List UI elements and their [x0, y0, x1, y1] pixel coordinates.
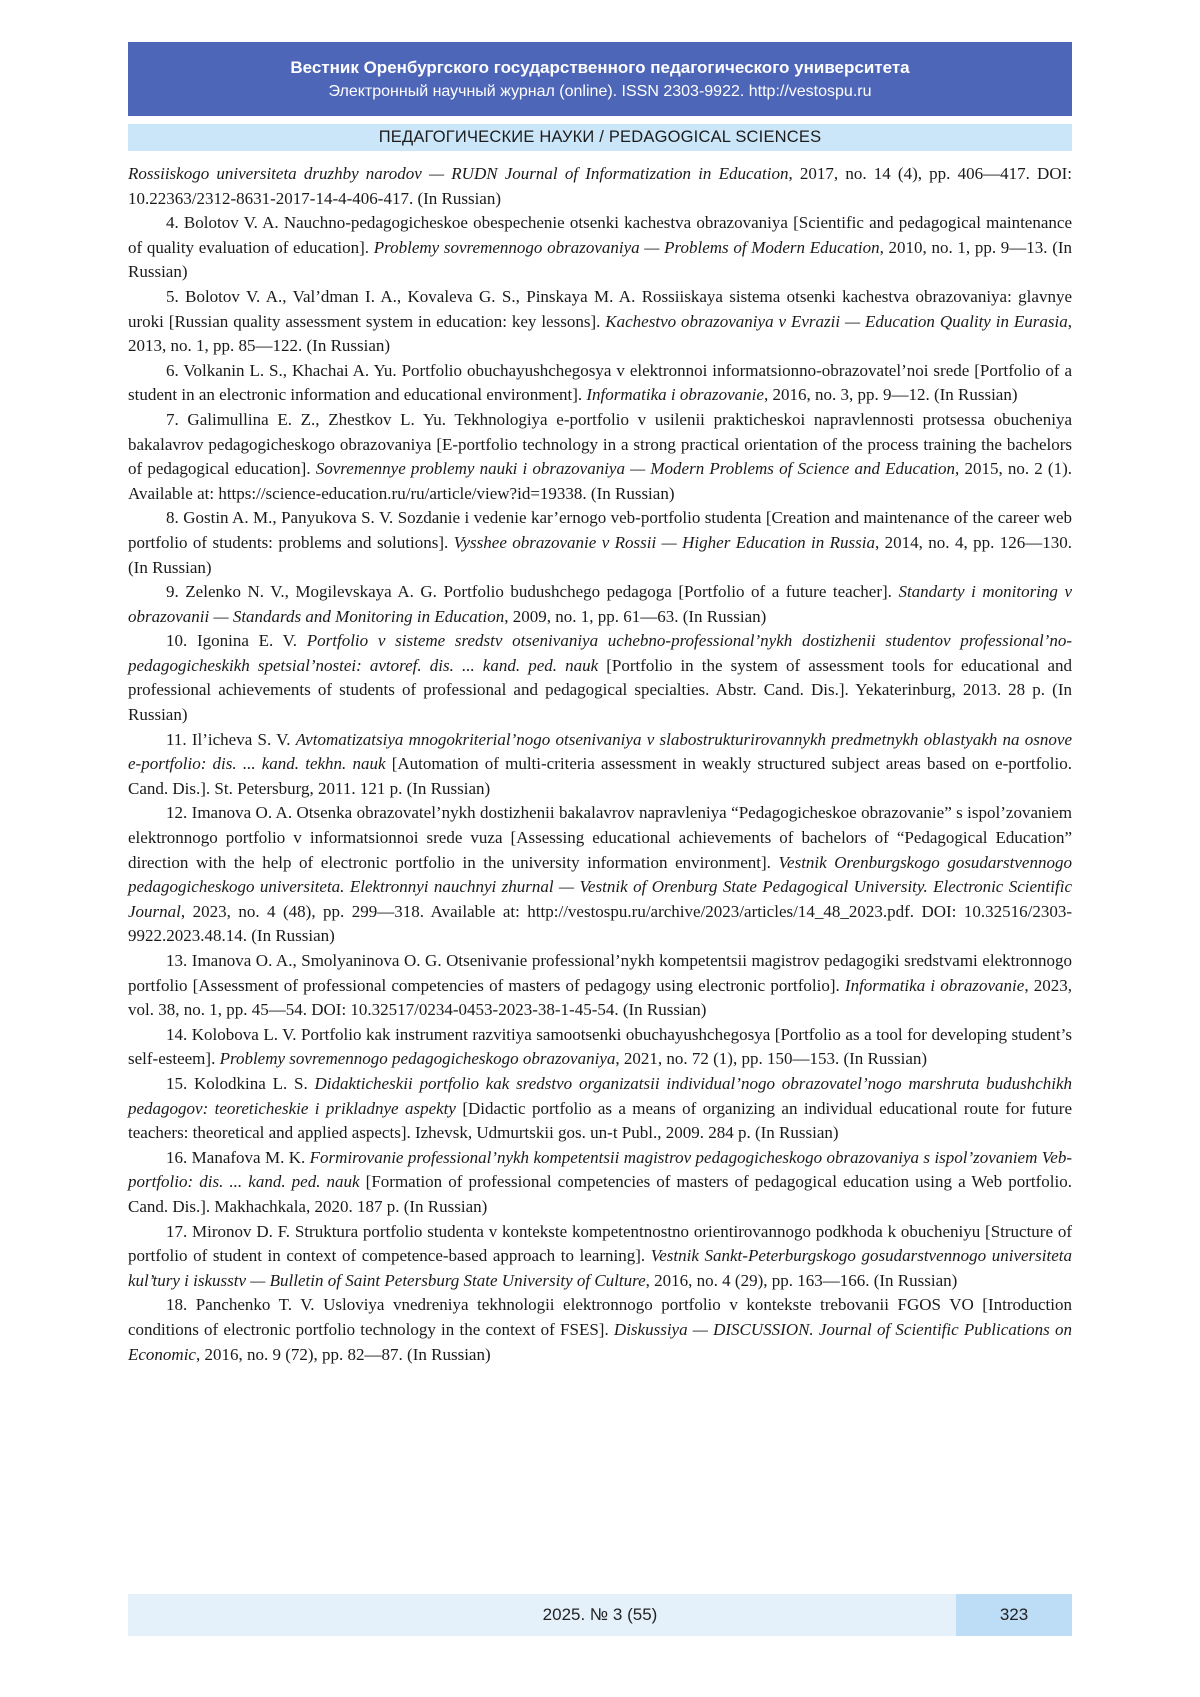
reference-text: 7. Galimullina E. Z., Zhestkov L. Yu. Tekhnologiya e-portfolio v usilenii prakticheskoi napravlennosti protsessa obucheniya bakalavrov pedagogicheskogo obrazovaniya [E-portfolio technology in a strong practical orientation of the process training the bachelors of pedagogical education]. [128, 409, 1072, 479]
reference-text: 9. Zelenko N. V., Mogilevskaya A. G. Portfolio budushchego pedagoga [Portfolio of a future teacher]. [166, 582, 899, 602]
reference-item [128, 1220, 1072, 1294]
reference-item [128, 359, 1072, 408]
section-title: ПЕДАГОГИЧЕСКИЕ НАУКИ / PEDAGOGICAL SCIENCES [378, 128, 822, 146]
reference-text: , 2023, vol. 38, no. 1, pp. 45—54. DOI: 10.32517/0234-0453-2023-38-1-45-54. (In Russian) [128, 975, 1073, 1020]
reference-source-italic: Diskussiya — DISCUSSION. Journal of Scientific Publications on Economic [128, 1319, 1072, 1364]
section-band [128, 124, 1072, 151]
reference-item [128, 1293, 1072, 1367]
reference-text: 17. Mironov D. F. Struktura portfolio studenta v kontekste kompetentnostno orientirovannogo podkhoda k obucheniyu [Structure of portfolio of student in context of competence-based approach to learning]. [128, 1221, 1072, 1266]
reference-source-italic: Informatika i obrazovanie [586, 385, 764, 405]
reference-item [128, 506, 1072, 580]
reference-text: , 2009, no. 1, pp. 61—63. (In Russian) [504, 606, 767, 626]
reference-source-italic: Vestnik Sankt-Peterburgskogo gosudarstvennogo universiteta kul’tury i iskusstv — Bulletin of Saint Petersburg State University of Culture [128, 1246, 1073, 1290]
reference-text: , 2015, no. 2 (1). Available at: https://science-education.ru/ru/article/view?id=19338. (In Russian) [128, 459, 1072, 503]
reference-source-italic: Standarty i monitoring v obrazovanii — Standards and Monitoring in Education [128, 582, 1072, 626]
reference-text: 4. Bolotov V. A. Nauchno-pedagogicheskoe obespechenie otsenki kachestva obrazovaniya [Scientific and pedagogical maintenance of quality evaluation of education]. [128, 213, 1072, 257]
reference-item [128, 285, 1072, 359]
reference-source-italic: Didakticheskii portfolio kak sredstvo organizatsii individual’nogo obrazovatel’nogo marshruta budushchikh pedagogov: teoreticheskie i prikladnye aspekty [128, 1073, 1073, 1118]
reference-text: 8. Gostin A. M., Panyukova S. V. Sozdanie i vedenie kar’ernogo veb-portfolio studenta [Creation and maintenance of the career web portfolio of students: problems and solutions]. [128, 508, 1072, 552]
reference-text: [Formation of professional competencies of masters of pedagogical education using a Web portfolio. Cand. Dis.]. Makhachkala, 2020. 187 p. (In Russian) [128, 1172, 1072, 1216]
reference-text: , 2023, no. 4 (48), pp. 299—318. Available at: http://vestospu.ru/archive/2023/articles/14_48_2023.pdf. DOI: 10.32516/2303-9922.2023.48.14. (In Russian) [128, 901, 1072, 946]
reference-text: [Portfolio in the system of assessment tools for educational and professional achievements of students of professional and pedagogical specialties. Abstr. Cand. Dis.]. Yekaterinburg, 2013. 28 p. (In Russian) [128, 655, 1072, 725]
reference-item [128, 801, 1072, 949]
reference-text: 12. Imanova O. A. Otsenka obrazovatel’nykh dostizhenii bakalavrov napravleniya “Pedagogicheskoe obrazovanie” s ispol’zovaniem elektronnogo portfolio v informatsionnoi srede vuza [Assessing educational achievements of bachelors of “Pedagogical Education” direction with the help of electronic portfolio in the university information environment]. [128, 803, 1072, 872]
reference-text: , 2017, no. 14 (4), pp. 406—417. DOI: 10.22363/2312-8631-2017-14-4-406-417. (In Russian) [128, 164, 1072, 208]
reference-item [128, 580, 1072, 629]
reference-text: 16. Manafova M. K. [166, 1147, 310, 1167]
reference-text: , 2016, no. 9 (72), pp. 82—87. (In Russian) [195, 1344, 491, 1364]
reference-source-italic: Formirovanie professional’nykh kompetentsii magistrov pedagogicheskogo obrazovaniya s ispol’zovaniem Veb-portfolio: dis. ... kand. ped. nauk [128, 1147, 1072, 1192]
reference-text: 13. Imanova O. A., Smolyaninova O. G. Otsenivanie professional’nykh kompetentsii magistrov pedagogiki sredstvami elektronnogo portfolio [Assessment of professional competencies of masters of pedagogy using electronic portfolio]. [128, 951, 1072, 995]
reference-source-italic: Sovremennye problemy nauki i obrazovaniya — Modern Problems of Science and Education [315, 459, 956, 479]
reference-text: 10. Igonina E. V. [166, 631, 307, 651]
reference-text: , 2010, no. 1, pp. 9—13. (In Russian) [128, 237, 1073, 282]
reference-source-italic: Problemy sovremennogo obrazovaniya — Problems of Modern Education [373, 237, 880, 257]
reference-source-italic: Vestnik Orenburgskogo gosudarstvennogo pedagogicheskogo universiteta. Elektronnyi nauchnyi zhurnal — Vestnik of Orenburg State Pedagogical University. Electronic Scientific Journal [128, 852, 1072, 921]
journal-title: Вестник Оренбургского государственного педагогического университета [290, 57, 910, 77]
reference-item [128, 408, 1072, 506]
reference-text: , 2016, no. 4 (29), pp. 163—166. (In Russian) [645, 1270, 958, 1290]
reference-source-italic: Problemy sovremennogo pedagogicheskogo obrazovaniya [219, 1049, 616, 1069]
reference-text: [Didactic portfolio as a means of organizing an individual educational route for future teachers: theoretical and applied aspects]. Izhevsk, Udmurtskii gos. un-t Publ., 2009. 284 p. (In Russian) [128, 1098, 1072, 1143]
reference-item [128, 1023, 1072, 1072]
reference-item [128, 162, 1072, 211]
reference-text: , 2021, no. 72 (1), pp. 150—153. (In Russian) [615, 1049, 928, 1069]
reference-item [128, 1072, 1072, 1146]
reference-text: 5. Bolotov V. A., Val’dman I. A., Kovaleva G. S., Pinskaya M. A. Rossiiskaya sistema otsenki kachestva obrazovaniya: glavnye uroki [Russian quality assessment system in education: key lessons]. [128, 286, 1072, 331]
reference-text: 14. Kolobova L. V. Portfolio kak instrument razvitiya samootsenki obuchayushchegosya [Portfolio as a tool for developing student’s self-esteem]. [128, 1024, 1072, 1069]
page-footer [128, 1594, 1072, 1636]
page-number: 323 [956, 1594, 1072, 1636]
reference-text: , 2013, no. 1, pp. 85—122. (In Russian) [128, 311, 1073, 356]
reference-text: 6. Volkanin L. S., Khachai A. Yu. Portfolio obuchayushchegosya v elektronnoi informatsionno-obrazovatel’noi srede [Portfolio of a student in an electronic information and educational environment]. [128, 360, 1072, 405]
reference-text: 18. Panchenko T. V. Usloviya vnedreniya tekhnologii elektronnogo portfolio v kontekste trebovanii FGOS VO [Introduction conditions of electronic portfolio technology in the context of FSES]. [128, 1295, 1072, 1339]
reference-source-italic: Portfolio v sisteme sredstv otsenivaniya uchebno-professional’nykh dostizhenii studentov professional’no-pedagogicheskikh spetsial’nostei: avtoref. dis. ... kand. ped. nauk [128, 631, 1072, 675]
issue-label: 2025. № 3 (55) [542, 1605, 658, 1624]
reference-item [128, 1146, 1072, 1220]
reference-source-italic: Kachestvo obrazovaniya v Evrazii — Education Quality in Eurasia [605, 311, 1068, 331]
reference-text: 11. Il’icheva S. V. [166, 729, 296, 749]
reference-item [128, 211, 1072, 285]
reference-source-italic: Avtomatizatsiya mnogokriterial’nogo otsenivaniya v slabostrukturirovannykh predmetnykh oblastyakh na osnove e-portfolio: dis. ... kand. tekhn. nauk [128, 729, 1072, 774]
journal-header [128, 42, 1072, 116]
reference-source-italic: Rossiiskogo universiteta druzhby narodov — RUDN Journal of Informatization in Education [128, 164, 789, 183]
reference-text: , 2016, no. 3, pp. 9—12. (In Russian) [763, 385, 1018, 405]
references-list [128, 162, 1072, 1367]
journal-subtitle: Электронный научный журнал (online). ISSN 2303-9922. http://vestospu.ru [328, 82, 872, 100]
reference-item [128, 728, 1072, 802]
reference-text: 15. Kolodkina L. S. [166, 1073, 315, 1093]
reference-item [128, 949, 1072, 1023]
reference-source-italic: Informatika i obrazovanie [844, 975, 1025, 995]
reference-source-italic: Vysshee obrazovanie v Rossii — Higher Education in Russia [453, 532, 875, 552]
reference-text: , 2014, no. 4, pp. 126—130. (In Russian) [128, 532, 1073, 577]
reference-item [128, 629, 1072, 727]
reference-text: [Automation of multi-criteria assessment in weakly structured subject areas based on e-portfolio. Cand. Dis.]. St. Petersburg, 2011. 121 p. (In Russian) [128, 754, 1072, 798]
